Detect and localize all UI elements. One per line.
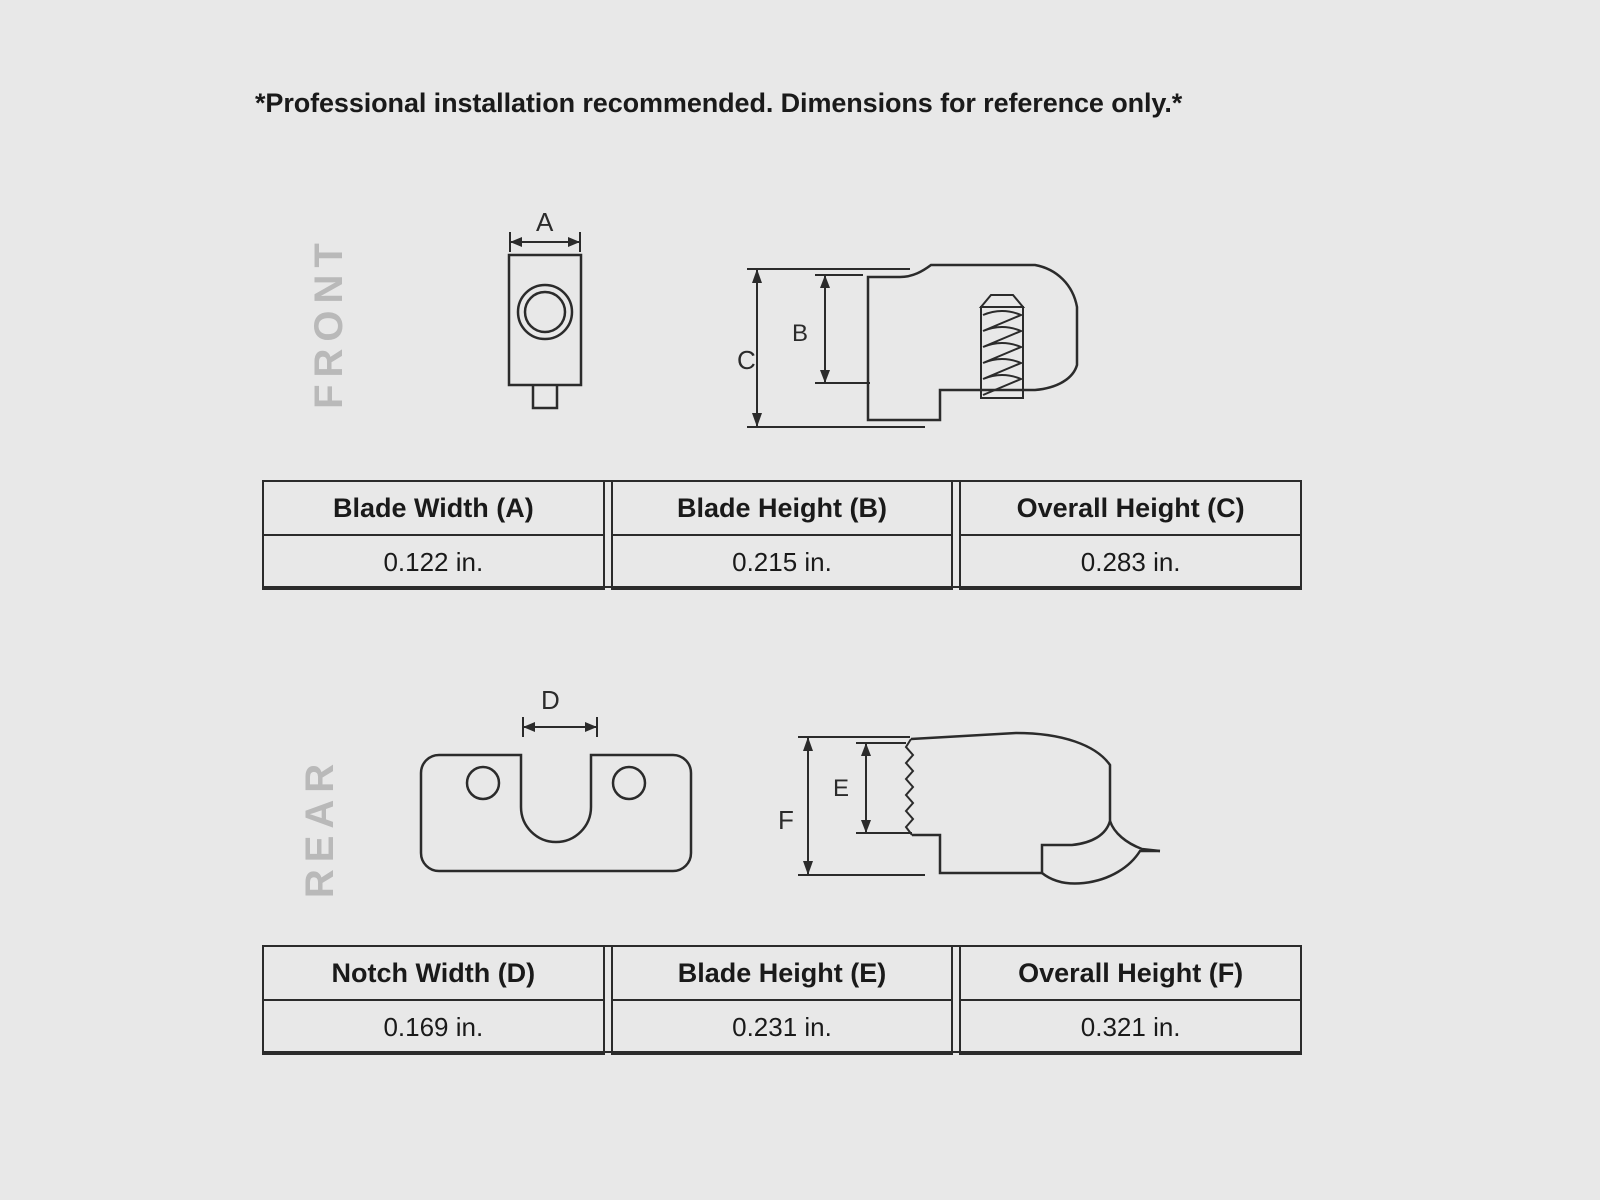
installation-note: *Professional installation recommended. Dimensions for reference only.* (255, 88, 1183, 118)
table-spacer (604, 946, 612, 1000)
table-row (263, 946, 1301, 1000)
table-spacer (604, 481, 612, 535)
rear-face-drawing (415, 695, 725, 895)
table-spacer (952, 946, 960, 1000)
front-header-b: Blade Height (B) (612, 481, 953, 535)
rear-header-f: Overall Height (F) (960, 946, 1301, 1000)
table-row (263, 481, 1301, 535)
rear-header-d: Notch Width (D) (263, 946, 604, 1000)
table-spacer (604, 1000, 612, 1054)
callout-c-label: C (737, 345, 756, 375)
section-label-front: FRONT (306, 236, 351, 409)
rear-value-e: 0.231 in. (612, 1000, 953, 1054)
front-value-a: 0.122 in. (263, 535, 604, 589)
table-row (263, 1000, 1301, 1054)
front-value-b: 0.215 in. (612, 535, 953, 589)
front-header-c: Overall Height (C) (960, 481, 1301, 535)
front-header-a: Blade Width (A) (263, 481, 604, 535)
table-spacer (952, 481, 960, 535)
rear-profile-drawing (780, 725, 1200, 900)
table-row (263, 535, 1301, 589)
table-spacer (952, 535, 960, 589)
front-profile-drawing (735, 255, 1115, 445)
callout-a-label: A (536, 207, 554, 237)
front-face-drawing (470, 200, 670, 440)
rear-header-e: Blade Height (E) (612, 946, 953, 1000)
front-dimension-table (262, 480, 1302, 590)
callout-b-label: B (792, 320, 809, 347)
section-label-rear: REAR (298, 756, 343, 899)
rear-value-f: 0.321 in. (960, 1000, 1301, 1054)
rear-value-d: 0.169 in. (263, 1000, 604, 1054)
table-spacer (604, 535, 612, 589)
callout-e-label: E (833, 775, 850, 802)
callout-d-label: D (541, 685, 560, 715)
callout-f-label: F (778, 805, 794, 835)
table-spacer (952, 1000, 960, 1054)
rear-dimension-table (262, 945, 1302, 1055)
front-value-c: 0.283 in. (960, 535, 1301, 589)
